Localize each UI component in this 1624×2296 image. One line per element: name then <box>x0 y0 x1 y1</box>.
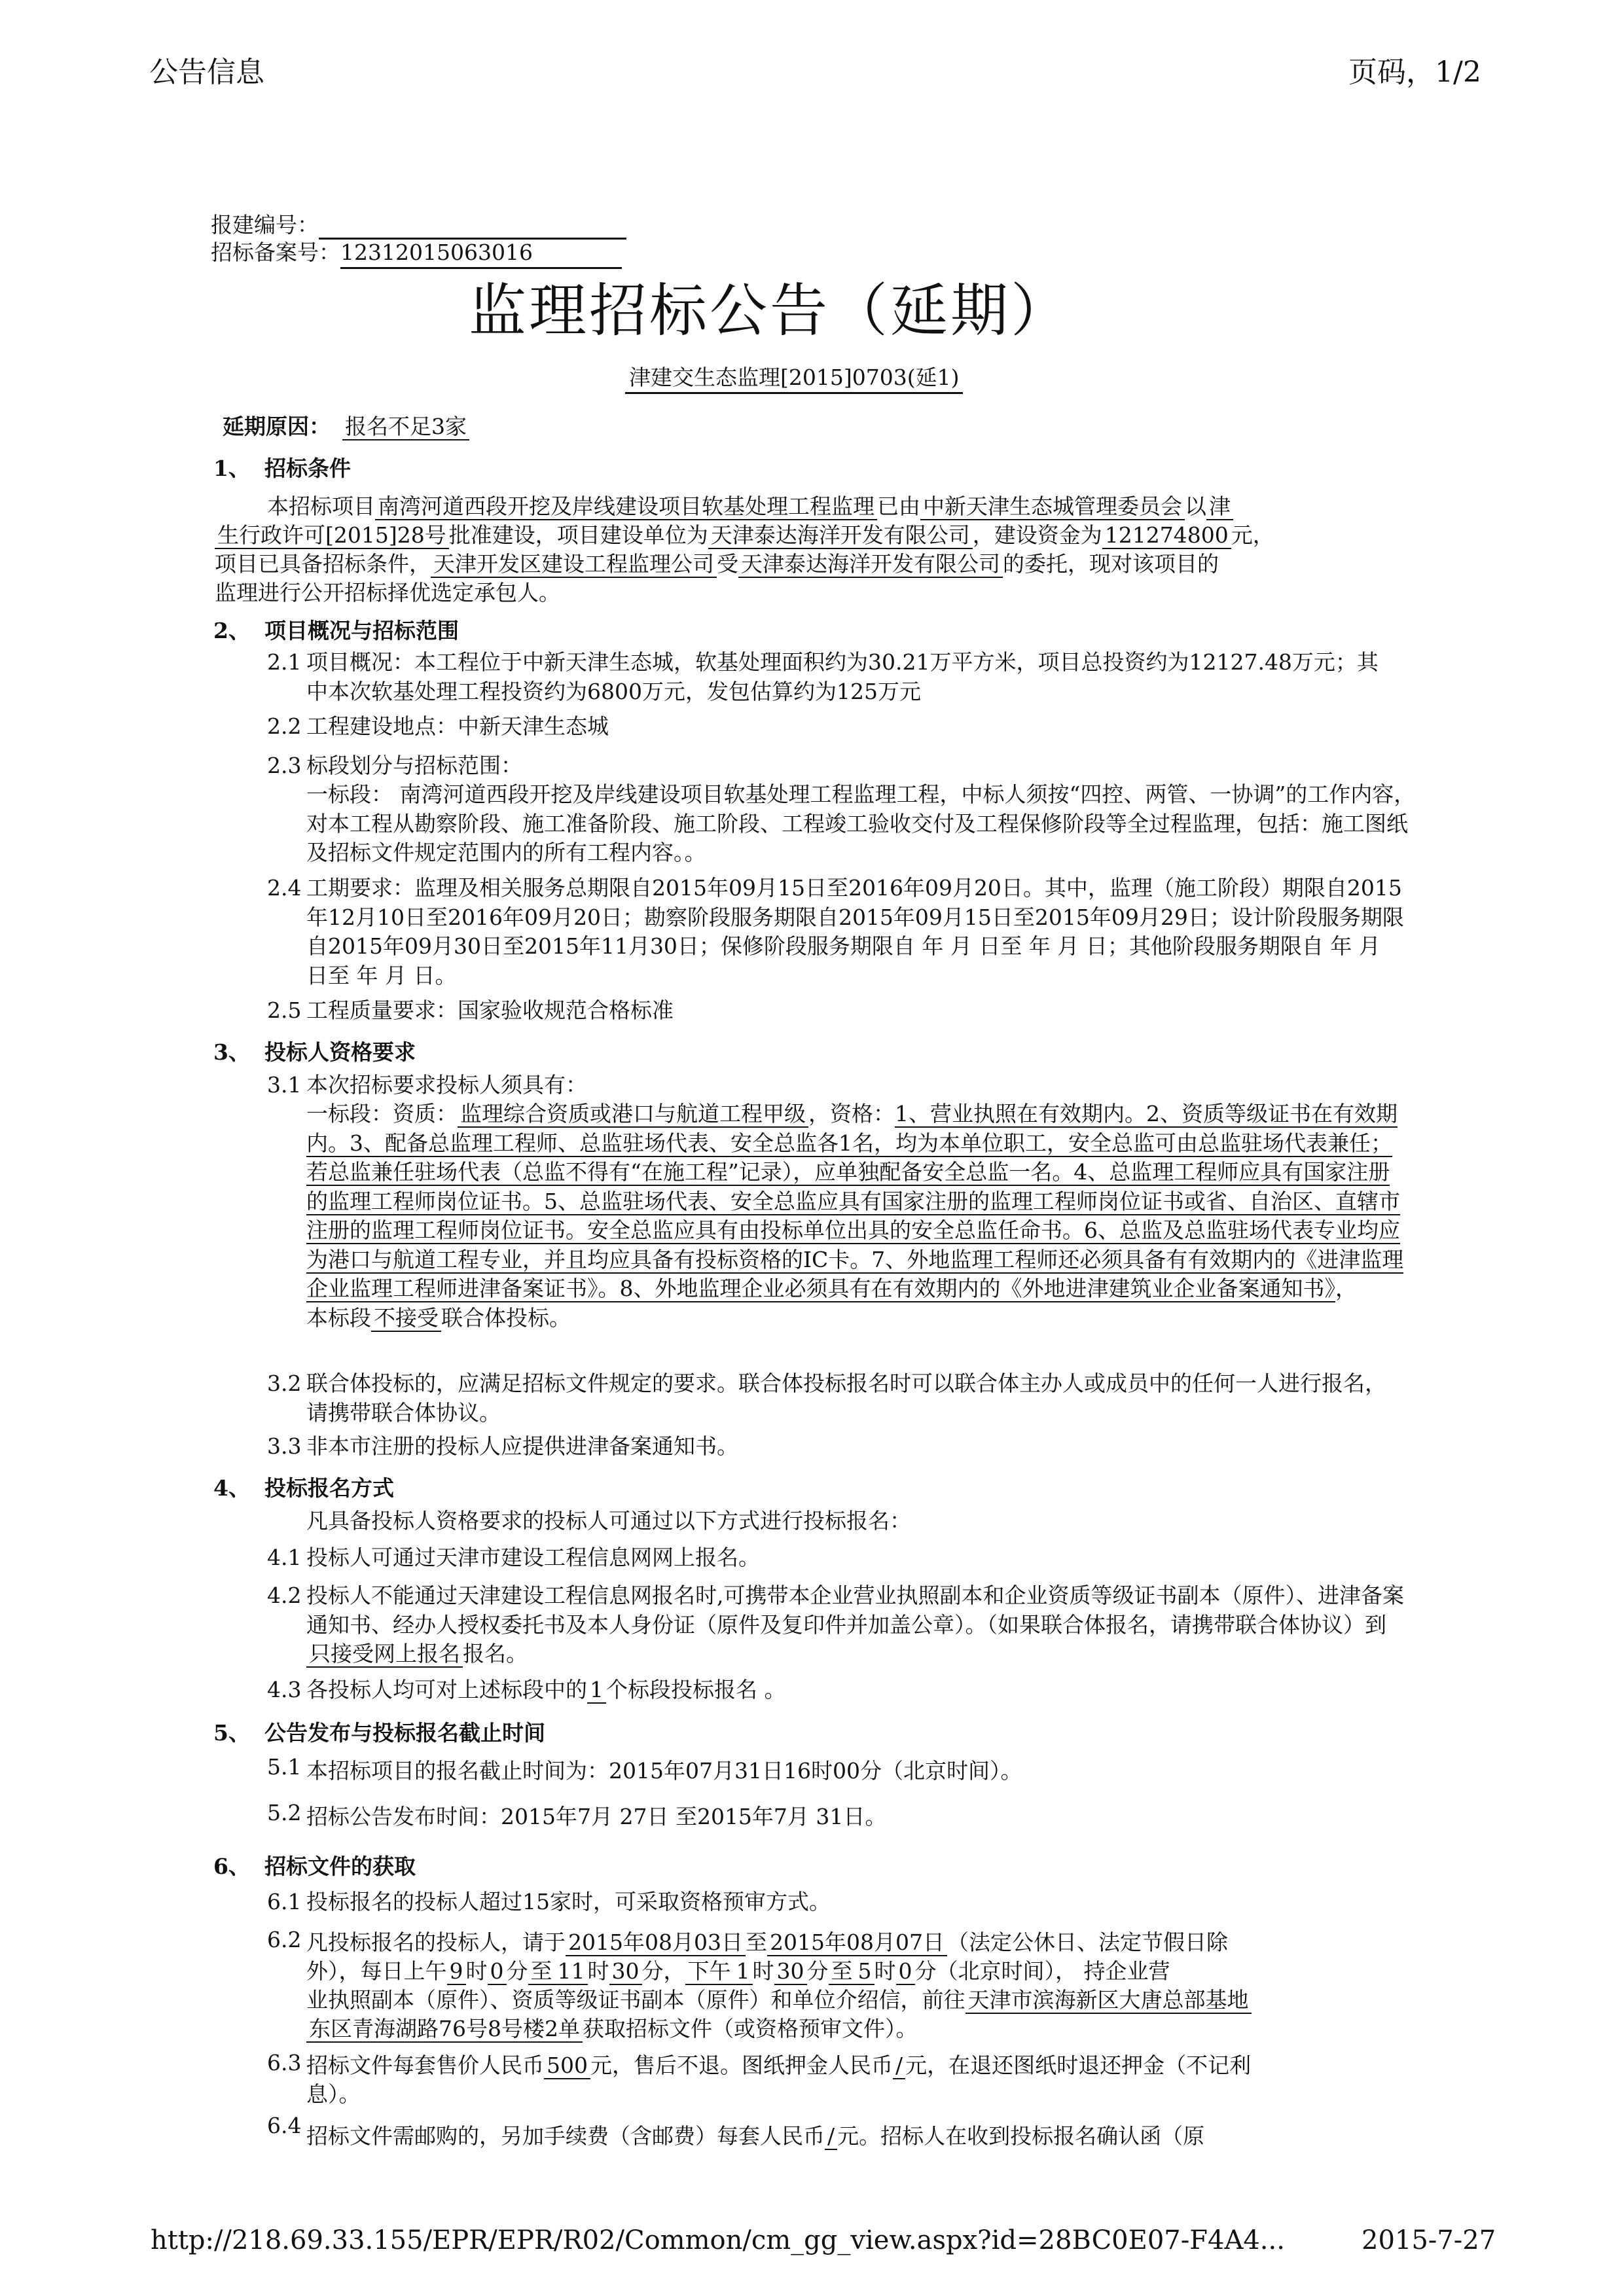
agent-company: 天津开发区建设工程监理公司 <box>431 551 717 578</box>
delay-label: 延期原因： <box>223 414 331 439</box>
section-number: 5、 <box>213 1720 250 1746</box>
section-number: 2、 <box>213 618 250 643</box>
s4-3-text <box>306 1676 786 1705</box>
registration-method: 只接受网上报名 <box>306 1641 463 1668</box>
text: 时 <box>874 1958 896 1984</box>
s4-2-number: 4.2 <box>267 1583 302 1608</box>
construction-unit: 天津泰达海洋开发有限公司 <box>708 522 973 549</box>
s1-line-1 <box>267 490 1233 520</box>
document-price: 500 <box>544 2053 590 2079</box>
section-1-heading <box>213 452 351 482</box>
doc-number: 津建交生态监理[2015]0703(延1) <box>625 363 963 394</box>
section-number: 1、 <box>213 456 250 481</box>
section-3-heading <box>213 1035 416 1066</box>
s2-2-number: 2.2 <box>267 713 302 739</box>
s5-2-number: 5.2 <box>267 1800 302 1825</box>
s6-3-line-2: 息）。 <box>306 2081 361 2107</box>
s4-1-text: 投标人可通过天津市建设工程信息网网上报名。 <box>306 1545 760 1570</box>
text: 至 <box>745 1929 767 1955</box>
s2-3-body: 一标段： 南湾河道西段开挖及岸线建设项目软基处理工程监理工程，中标人须按“四控、两管、一协调”的工作内容，对本工程从勘察阶段、施工准备阶段、施工阶段、工程竣工验收交付及工程保修阶段等全过程监理，包括：施工图纸及招标文件规定范围内的所有工程内容。。 <box>306 781 1416 865</box>
am-end-hour: 11 <box>555 1958 588 1985</box>
footer-url: http://218.69.33.155/EPR/EPR/R02/Common/cm_gg_view.aspx?id=28BC0E07-F4A4... <box>151 2225 1285 2255</box>
s6-1-text: 投标报名的投标人超过15家时，可采取资格预审方式。 <box>306 1889 831 1914</box>
pickup-address-cont: 东区青海湖路76号8号楼2单 <box>306 2016 583 2043</box>
text: 批准建设，项目建设单位为 <box>448 522 708 548</box>
text: 分， <box>641 1958 685 1984</box>
s4-3-number: 4.3 <box>267 1677 302 1702</box>
bjbh-label: 报建编号： <box>211 212 319 238</box>
qualification-details: 1、营业执照在有效期内。2、资质等级证书在有效期内。3、配备总监理工程师、总监驻场代表、安全总监各1名，均为本单位职工，安全总监可由总监驻场代表兼任；若总监兼任驻场代表（总监不得有“在施工程”记录），应单独配备安全总监一名。4、总监理工程师应具有国家注册的监理工程师岗位证书。5、总监驻场代表、安全总监应具有国家注册的监理工程师岗位证书或省、自治区、直辖市注册的监理工程师岗位证书。安全总监应具有由投标单位出具的安全总监任命书。6、总监及总监驻场代表专业均应为港口与航道工程专业，并且均应具备有投标资格的IC卡。7、外地监理工程师还必须具备有有效期内的《进津监理企业监理工程师进津备案证书》。8、外地监理企业必须具有在有效期内的《外地进津建筑业企业备案通知书》 <box>306 1101 1404 1301</box>
s3-2-text: 联合体投标的，应满足招标文件规定的要求。联合体投标报名时可以联合体主办人或成员中的任何一人进行报名，请携带联合体协议。 <box>306 1371 1386 1426</box>
text: 各投标人均可对上述标段中的 <box>306 1677 587 1702</box>
text: 业执照副本（原件）、资质等级证书副本（原件）和单位介绍信，前往 <box>306 1987 965 2013</box>
section-6-heading <box>213 1850 416 1880</box>
text: 时 <box>587 1958 609 1984</box>
page-title: 监理招标公告（延期） <box>469 277 1072 344</box>
bjbh-value <box>319 214 626 240</box>
s6-3-line-1 <box>306 2049 1251 2079</box>
project-name: 南湾河道西段开挖及岸线建设项目软基处理工程监理 <box>375 493 877 520</box>
s5-1-text: 本招标项目的报名截止时间为：2015年07月31日16时00分（北京时间）。 <box>306 1758 1022 1784</box>
section-title: 公告发布与投标报名截止时间 <box>264 1720 545 1746</box>
section-5-heading <box>213 1716 545 1747</box>
s3-1-text: 本次招标要求投标人须具有： <box>306 1072 587 1098</box>
s6-3-number: 6.3 <box>267 2050 302 2075</box>
s6-2-line-1 <box>306 1926 1228 1956</box>
text: 联合体投标。 <box>441 1304 571 1331</box>
section-2-heading <box>213 614 459 645</box>
s3-3-number: 3.3 <box>267 1433 302 1459</box>
text: 报名。 <box>463 1641 528 1666</box>
pm-start-hour: 1 <box>734 1958 753 1985</box>
s2-4-text: 工期要求：监理及相关服务总期限自2015年09月15日至2016年09月20日。其中，监理（施工阶段）期限自2015年12月10日至2016年09月20日；勘察阶段服务期限自2015年09月15日至2015年09月29日；设计阶段服务期限自2015年09月30日至2015年11月30日；保修阶段服务期限自 年 月 日至 年 月 日；其他阶段服务期限自 年 月 日至 年 月 日。 <box>306 875 1404 988</box>
text: 元， <box>1231 522 1274 548</box>
pm-end-min: 0 <box>896 1958 915 1985</box>
zbba-label: 招标备案号： <box>211 240 340 265</box>
s6-4-number: 6.4 <box>267 2113 302 2138</box>
text: ， <box>1335 1276 1357 1301</box>
section-number: 6、 <box>213 1854 250 1879</box>
text: 凡投标报名的投标人，请于 <box>306 1929 566 1955</box>
client-company: 天津泰达海洋开发有限公司 <box>738 551 1003 578</box>
text: （法定公休日、法定节假日除 <box>947 1929 1228 1955</box>
s2-5-number: 2.5 <box>267 997 302 1023</box>
text: 招标文件每套售价人民币 <box>306 2053 544 2078</box>
header-left: 公告信息 <box>149 56 264 89</box>
zbba-row <box>211 238 622 269</box>
approval-authority: 中新天津生态城管理委员会 <box>920 493 1185 520</box>
consortium-acceptance: 不接受 <box>371 1305 441 1332</box>
approval-doc-part: 津 <box>1206 493 1233 520</box>
text: 分 <box>506 1958 528 1984</box>
header-page-number: 页码，1/2 <box>1348 56 1481 89</box>
footer-date: 2015-7-27 <box>1362 2225 1496 2255</box>
section-title: 招标条件 <box>264 456 351 481</box>
text: ，资格： <box>808 1101 895 1126</box>
text: 个标段投标报名 。 <box>606 1677 786 1702</box>
section-title: 项目概况与招标范围 <box>264 618 459 643</box>
s3-1-number: 3.1 <box>267 1072 302 1098</box>
s6-4-line-1 <box>306 2119 1204 2150</box>
s6-2-number: 6.2 <box>267 1927 302 1952</box>
s2-2-text: 工程建设地点：中新天津生态城 <box>306 713 609 739</box>
section-4-heading <box>213 1471 394 1502</box>
text: 元。招标人在收到投标报名确认函（原 <box>837 2123 1205 2149</box>
s3-1-qualifications <box>306 1100 1406 1333</box>
text: 本标段 <box>306 1304 371 1331</box>
am-start-min: 0 <box>488 1958 507 1985</box>
s6-2-line-3 <box>306 1983 1252 2014</box>
am-start-hour: 9 <box>447 1958 466 1985</box>
drawing-deposit: / <box>893 2053 905 2079</box>
text: 招标文件需邮购的，另加手续费（含邮费）每套人民币 <box>306 2123 825 2149</box>
s6-1-number: 6.1 <box>267 1889 302 1914</box>
text: 时 <box>465 1958 488 1984</box>
text: 本招标项目 <box>267 493 375 519</box>
mail-fee: / <box>825 2123 837 2150</box>
text: ，建设资金为 <box>972 522 1102 548</box>
pm-end-hour: 5 <box>856 1958 875 1985</box>
s2-1-text: 项目概况：本工程位于中新天津生态城，软基处理面积约为30.21万平方米，项目总投资约为12127.48万元；其中本次软基处理工程投资约为6800万元，发包估算约为125万元 <box>306 649 1379 704</box>
text: 元，售后不退。图纸押金人民币 <box>590 2053 893 2078</box>
s2-1-number: 2.1 <box>267 649 302 675</box>
text: 投标人不能通过天津建设工程信息网报名时,可携带本企业营业执照副本和企业资质等级证书副本（原件）、进津备案通知书、经办人授权委托书及本人身份证（原件及复印件并加盖公章）。（如果联合体报名，请携带联合体协议）到 <box>306 1583 1404 1638</box>
s5-1-number: 5.1 <box>267 1754 302 1780</box>
s3-2-number: 3.2 <box>267 1371 302 1396</box>
text: 的委托，现对该项目的 <box>1003 551 1219 577</box>
pm-start-min: 30 <box>774 1958 807 1985</box>
text: 至 <box>528 1958 555 1985</box>
s2-3-number: 2.3 <box>267 753 302 778</box>
s2-3-text: 标段划分与招标范围： <box>306 753 522 778</box>
delay-value: 报名不足3家 <box>342 414 469 440</box>
text: 以 <box>1185 493 1206 519</box>
s4-2-text <box>306 1581 1406 1669</box>
text: 外），每日上午 <box>306 1958 447 1984</box>
s6-2-line-4 <box>306 2012 917 2043</box>
delay-reason <box>223 412 469 441</box>
text: 时 <box>752 1958 774 1984</box>
s1-line-2 <box>215 518 1274 549</box>
pickup-address: 天津市滨海新区大唐总部基地 <box>965 1987 1252 2014</box>
section-count: 1 <box>587 1677 606 1704</box>
s6-2-line-2 <box>306 1954 1170 1985</box>
text: 下午 <box>685 1958 734 1985</box>
section-title: 投标报名方式 <box>264 1475 394 1501</box>
s2-4-number: 2.4 <box>267 875 302 901</box>
end-date: 2015年08月07日 <box>767 1929 947 1956</box>
s5-2-text: 招标公告发布时间：2015年7月 27日 至2015年7月 31日。 <box>306 1804 887 1829</box>
section-number: 4、 <box>213 1475 250 1501</box>
section-title: 招标文件的获取 <box>264 1854 416 1879</box>
am-end-min: 30 <box>609 1958 642 1985</box>
section-number: 3、 <box>213 1039 250 1065</box>
s1-line-3 <box>215 547 1219 578</box>
text: 获取招标文件（或资格预审文件）。 <box>582 2016 918 2041</box>
funding-amount: 121274800 <box>1102 522 1231 549</box>
section-title: 投标人资格要求 <box>264 1039 416 1065</box>
text: 受 <box>717 551 738 577</box>
s1-line-4: 监理进行公开招标择优选定承包人。 <box>215 580 560 605</box>
text: 项目已具备招标条件， <box>215 551 431 577</box>
text: 一标段：资质： <box>306 1101 458 1126</box>
zbba-value: 12312015063016 <box>340 238 622 269</box>
qualification-req: 监理综合资质或港口与航道工程甲级 <box>458 1101 808 1128</box>
text: 至 <box>829 1958 856 1985</box>
s2-5-text: 工程质量要求：国家验收规范合格标准 <box>306 997 674 1023</box>
bjbh-row <box>211 211 626 240</box>
s4-1-number: 4.1 <box>267 1545 302 1570</box>
text: 分（北京时间）， 持企业营 <box>914 1958 1170 1984</box>
start-date: 2015年08月03日 <box>566 1929 746 1956</box>
text: 分 <box>806 1958 829 1984</box>
s3-3-text: 非本市注册的投标人应提供进津备案通知书。 <box>306 1433 738 1459</box>
text: 已由 <box>877 493 920 519</box>
text: 元，在退还图纸时退还押金（不记利 <box>905 2053 1252 2078</box>
approval-doc: 生行政许可[2015]28号 <box>215 522 449 549</box>
s4-intro: 凡具备投标人资格要求的投标人可通过以下方式进行投标报名： <box>306 1508 911 1534</box>
